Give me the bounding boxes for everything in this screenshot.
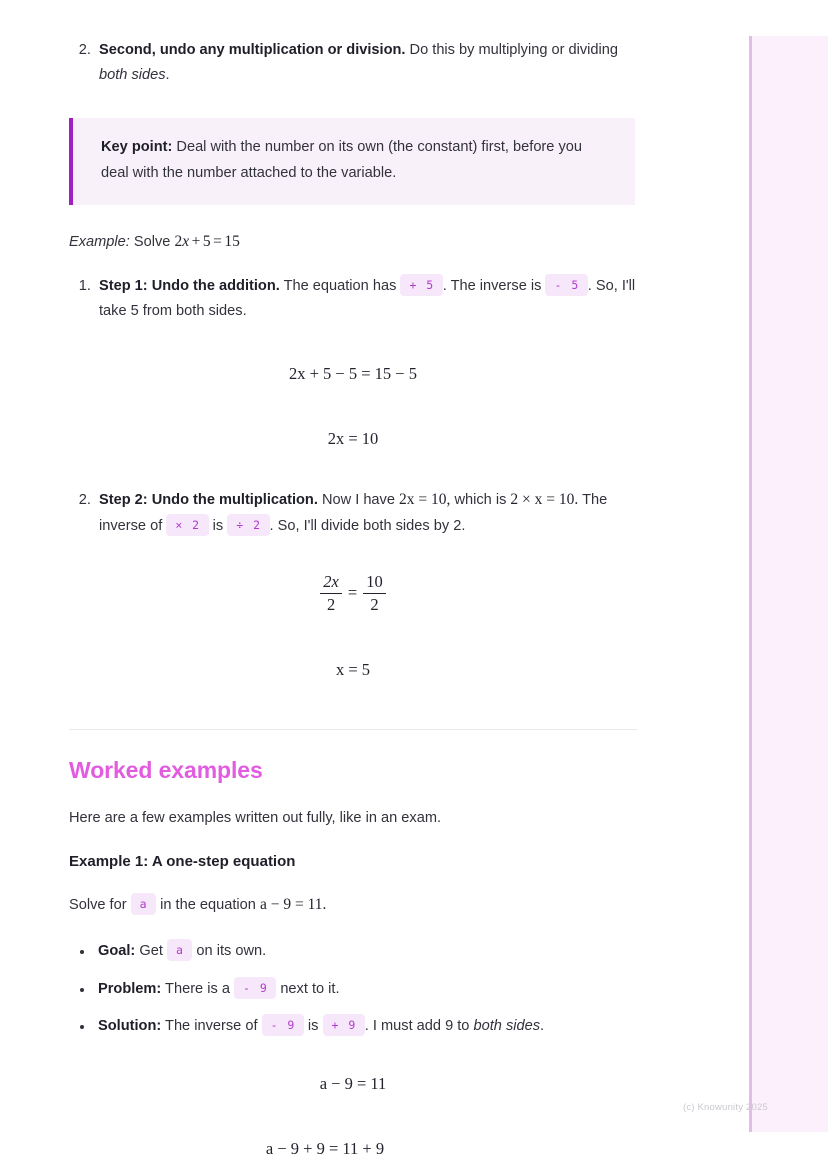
- display-equation-4: x = 5: [335, 659, 371, 679]
- list-item: [94, 977, 637, 1002]
- step-italic-tail: both sides: [99, 67, 166, 84]
- code-chip-a: a: [131, 893, 156, 915]
- display-equation-6: a − 9 + 9 = 11 + 9: [265, 1138, 385, 1158]
- display-equation-2: 2x = 10: [327, 428, 379, 448]
- example-solve-word: Solve: [129, 234, 175, 251]
- code-chip-minus-5: - 5: [545, 274, 587, 296]
- list-item: [95, 38, 637, 88]
- bullet-text-a: Get: [135, 943, 167, 960]
- display-equation-5: a − 9 = 11: [319, 1073, 387, 1093]
- spacer: [69, 1094, 637, 1139]
- prompt-mid: in the equation: [156, 896, 260, 913]
- code-chip-plus-9: + 9: [323, 1014, 365, 1036]
- worked-steps-list: [69, 274, 637, 324]
- step1-text-a: The equation has: [279, 277, 401, 294]
- list-item: [94, 1014, 637, 1039]
- code-chip-minus-9: - 9: [234, 977, 276, 999]
- list-item: [95, 274, 637, 324]
- math-constant: 5: [202, 233, 211, 251]
- step2-text-d: is: [208, 517, 228, 534]
- step-text: Do this by multiplying or dividing: [405, 42, 619, 58]
- spacer: [69, 680, 637, 729]
- worked-steps-list-2: [69, 487, 637, 539]
- code-chip-plus-5: + 5: [400, 274, 442, 296]
- math-coefficient: 2: [174, 233, 183, 251]
- spacer: [69, 449, 637, 487]
- step2-text-b: which is: [450, 491, 511, 508]
- spacer: [69, 784, 637, 806]
- fraction-numerator: 2x: [323, 571, 339, 591]
- worked-examples-intro: Here are a few examples written out fully, like in an exam.: [69, 809, 442, 826]
- spacer: [69, 870, 637, 892]
- spacer: [69, 1051, 637, 1074]
- key-point-text: Deal with the number on its own (the constant) first, before you deal with the number attached to the variable.: [101, 139, 582, 182]
- spacer: [69, 94, 637, 118]
- prompt-pre: Solve for: [69, 896, 131, 913]
- spacer: [69, 918, 637, 939]
- bullet-label-goal: Goal:: [98, 943, 136, 960]
- math-operator: +: [191, 233, 201, 251]
- bullet-text-b: is: [303, 1017, 323, 1034]
- example-intro-line: [69, 229, 637, 256]
- example-equation: [174, 233, 239, 250]
- step2-text-c: The inverse of: [99, 491, 608, 534]
- step2-inline-math-1: 2x = 10,: [399, 490, 451, 508]
- prompt-equation: a − 9 = 11.: [259, 895, 327, 913]
- code-chip-divide-2: ÷ 2: [227, 514, 269, 536]
- spacer: [69, 256, 637, 274]
- bullet-text-b: next to it.: [276, 980, 340, 997]
- list-item: [95, 487, 637, 539]
- bullet-text-b: on its own.: [192, 943, 267, 960]
- display-equation-3: [69, 573, 637, 616]
- fraction-denominator: 2: [320, 593, 342, 615]
- copyright-watermark: (c) Knowunity 2025: [683, 1102, 768, 1113]
- document-content: [69, 38, 637, 1159]
- fraction-lhs: [320, 572, 342, 615]
- step2-text-e: . So, I'll divide both sides by 2.: [269, 517, 466, 534]
- bullet-text-c: . I must add 9 to: [364, 1017, 474, 1034]
- code-chip-times-2: × 2: [166, 514, 208, 536]
- list-item: [94, 939, 637, 964]
- bullet-label-problem: Problem:: [98, 980, 162, 997]
- bullet-text-a: There is a: [161, 980, 234, 997]
- spacer: [69, 384, 637, 429]
- intro-steps-list: [69, 38, 637, 88]
- bullet-text-a: The inverse of: [161, 1017, 262, 1034]
- math-equals: =: [213, 233, 222, 251]
- key-point-callout: [69, 118, 635, 205]
- example-label: Example:: [69, 234, 130, 251]
- code-chip-a: a: [167, 939, 192, 961]
- display-equation-1: 2x + 5 − 5 = 15 − 5: [289, 363, 417, 383]
- bullet-label-solution: Solution:: [98, 1017, 162, 1034]
- step-bold-lead: Second, undo any multiplication or division.: [99, 42, 406, 58]
- spacer: [69, 330, 637, 364]
- math-rhs: 15: [224, 233, 240, 251]
- math-variable: x: [182, 233, 190, 251]
- bullet-text-d: .: [540, 1017, 545, 1034]
- spacer: [69, 545, 637, 573]
- spacer: [69, 616, 637, 660]
- step2-inline-math-2: 2 × x = 10.: [510, 490, 579, 508]
- example-1-bullets: [69, 939, 637, 1038]
- step1-text-c: . So, I'll take 5 from both sides.: [99, 277, 636, 319]
- bullet-italic-tail: both sides: [473, 1017, 541, 1034]
- step2-bold-lead: Step 2: Undo the multiplication.: [99, 491, 318, 508]
- spacer: [69, 730, 637, 757]
- fraction-numerator: 10: [366, 571, 383, 591]
- step2-text-a: Now I have: [317, 491, 400, 508]
- spacer: [69, 831, 637, 853]
- example-1-prompt: [69, 892, 637, 919]
- example-1-title: Example 1: A one-step equation: [69, 852, 296, 870]
- step1-text-b: . The inverse is: [442, 277, 546, 294]
- code-chip-minus-9: - 9: [262, 1014, 304, 1036]
- step1-bold-lead: Step 1: Undo the addition.: [99, 277, 280, 294]
- decorative-side-band: [749, 36, 828, 1132]
- fraction-denominator: 2: [363, 593, 386, 615]
- page-title: Worked examples: [69, 756, 263, 783]
- spacer: [69, 205, 637, 229]
- step-period: .: [165, 67, 170, 84]
- fraction-rhs: [363, 572, 386, 615]
- key-point-label: Key point:: [101, 139, 173, 156]
- equals-sign: =: [347, 583, 358, 602]
- key-point-paragraph: [101, 135, 613, 187]
